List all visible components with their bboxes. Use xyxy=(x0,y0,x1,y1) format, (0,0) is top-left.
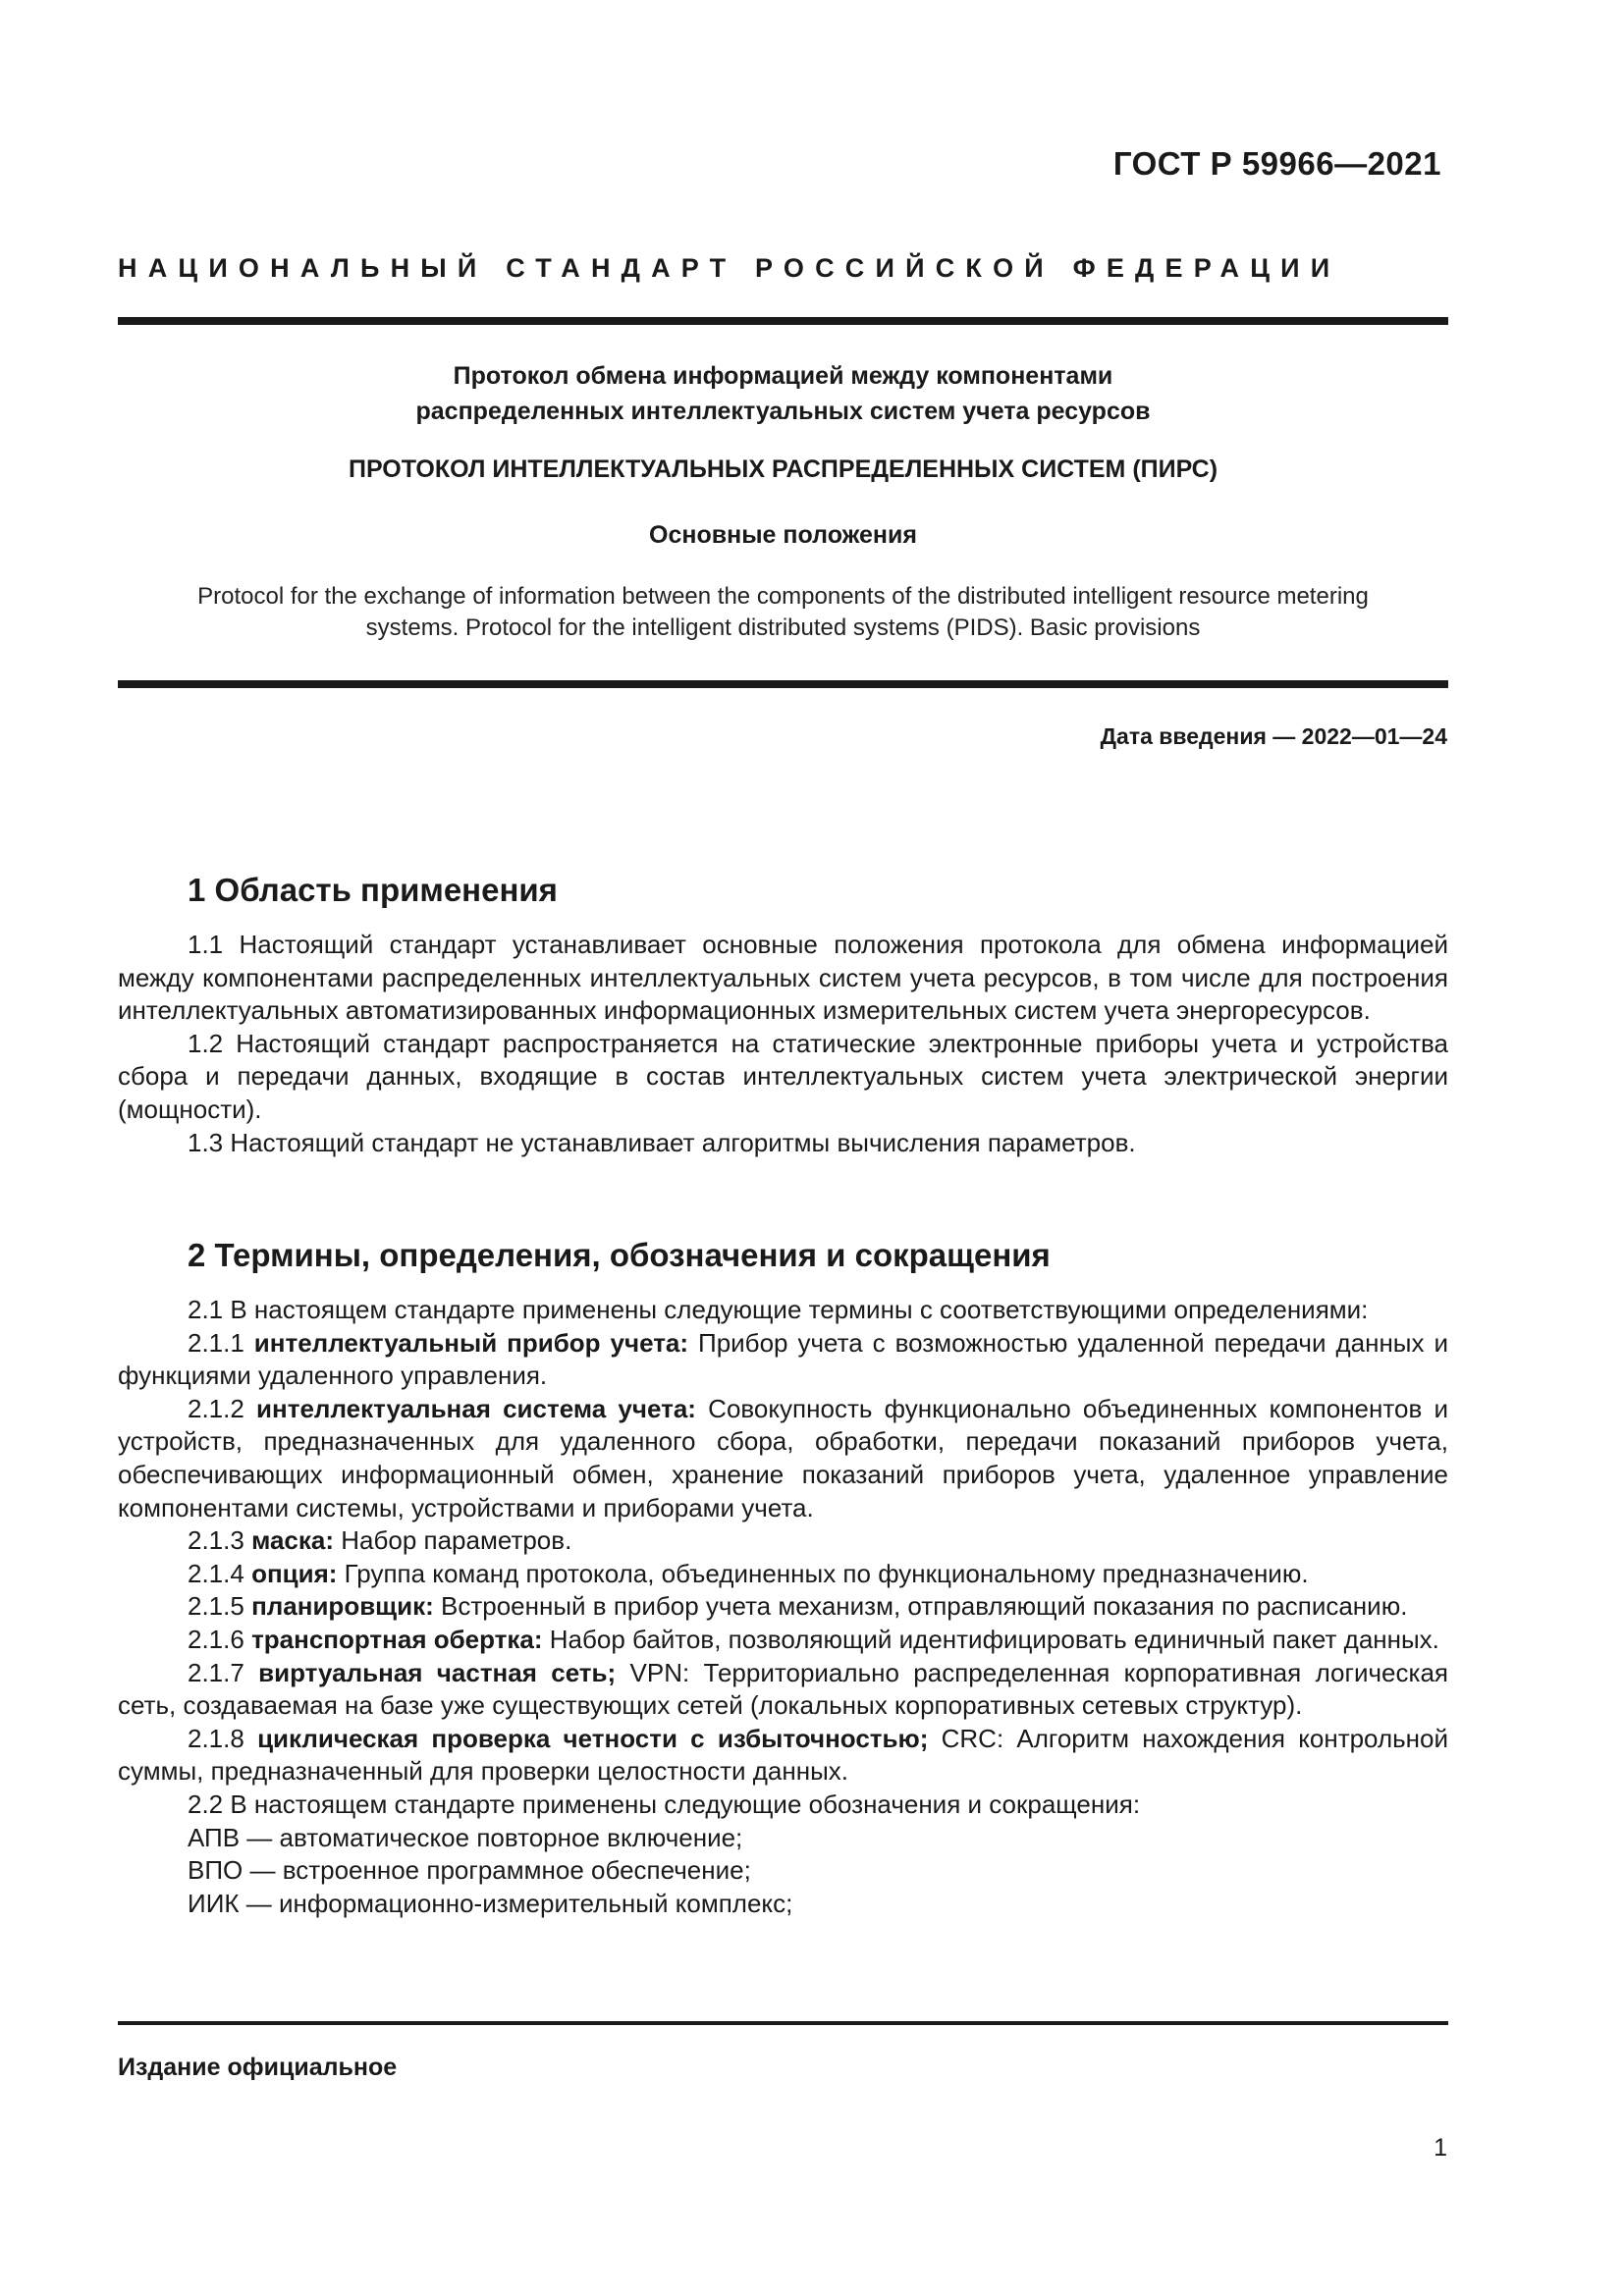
abbreviation-item: АПВ — автоматическое повторное включение; xyxy=(188,1822,743,1852)
term-name: циклическая проверка четности с избыточностью; xyxy=(257,1723,929,1753)
document-title-en xyxy=(118,581,1448,644)
term-2-1-4: 2.1.4 опция: Группа команд протокола, объединенных по функциональному предназначению. xyxy=(188,1558,1309,1588)
header-rule xyxy=(118,317,1448,325)
term-2-1-8: 2.1.8 циклическая проверка четности с избыточностью; CRC: Алгоритм нахождения контрольной суммы, предназначенный для проверки целостности данных. xyxy=(118,1723,1449,1787)
term-name: опция: xyxy=(251,1558,338,1588)
term-2-1-1: 2.1.1 интеллектуальный прибор учета: Прибор учета с возможностью удаленной передачи данных и функциями удаленного управления. xyxy=(118,1327,1448,1391)
term-name: транспортная обертка: xyxy=(251,1624,543,1654)
page-number: 1 xyxy=(1434,2134,1447,2162)
gost-code: ГОСТ Р 59966—2021 xyxy=(1112,145,1441,182)
term-2-1-6: 2.1.6 транспортная обертка: Набор байтов, позволяющий идентифицировать единичный пакет данных. xyxy=(188,1624,1439,1654)
term-name: интеллектуальная система учета: xyxy=(256,1393,696,1423)
title-ru-line2: распределенных интеллектуальных систем учета ресурсов xyxy=(415,398,1151,425)
term-2-1-7: 2.1.7 виртуальная частная сеть; VPN: Территориально распределенная корпоративная логическая сеть, создаваемая на базе уже существующих сетей (локальных корпоративных сетевых структур). xyxy=(118,1657,1448,1721)
introduction-date: Дата введения — 2022—01—24 xyxy=(1100,723,1447,749)
paragraph-1-2: 1.2 Настоящий стандарт распространяется на статические электронные приборы учета и устройства сбора и передачи данных, входящие в состав интеллектуальных систем учета электрической энергии (мощности). xyxy=(118,1028,1448,1124)
title-rule xyxy=(118,680,1448,688)
section-1-body xyxy=(118,929,1448,1159)
footer-rule xyxy=(118,2021,1448,2025)
term-name: планировщик: xyxy=(251,1591,434,1622)
term-2-1-5: 2.1.5 планировщик: Встроенный в прибор учета механизм, отправляющий показания по расписанию. xyxy=(188,1591,1408,1622)
title-en-line2: systems. Protocol for the intelligent distributed systems (PIDS). Basic provisions xyxy=(365,614,1201,641)
paragraph-2-1: 2.1 В настоящем стандарте применены следующие термины с соответствующими определениями: xyxy=(188,1295,1369,1324)
term-2-1-3: 2.1.3 маска: Набор параметров. xyxy=(188,1525,572,1556)
section-1-heading: 1 Область применения xyxy=(188,872,558,908)
paragraph-2-2: 2.2 В настоящем стандарте применены следующие обозначения и сокращения: xyxy=(188,1789,1141,1819)
term-name: интеллектуальный прибор учета: xyxy=(253,1327,689,1358)
section-2-body xyxy=(118,1294,1448,1920)
paragraph-1-3: 1.3 Настоящий стандарт не устанавливает алгоритмы вычисления параметров. xyxy=(188,1127,1136,1157)
title-en-line1: Protocol for the exchange of information between the components of the distributed intelligent resource metering xyxy=(197,583,1369,610)
term-name: маска: xyxy=(251,1525,335,1556)
term-2-1-2: 2.1.2 интеллектуальная система учета: Совокупность функционально объединенных компонентов и устройств, предназначенных для удаленного сбора, обработки, передачи показаний приборов учета, обеспечивающих информационный обмен, хранение показаний приборов учета, удаленное управление компонентами системы, устройствами и приборами учета. xyxy=(118,1393,1448,1522)
abbreviation-item: ИИК — информационно-измерительный комплекс; xyxy=(188,1888,793,1918)
document-subtitle: Основные положения xyxy=(649,521,917,549)
paragraph-1-1: 1.1 Настоящий стандарт устанавливает основные положения протокола для обмена информацией между компонентами распределенных интеллектуальных систем учета ресурсов, в том числе для построения интеллектуальных автоматизированных информационных измерительных систем учета энергоресурсов. xyxy=(118,930,1448,1026)
abbreviation-item: ВПО — встроенное программное обеспечение; xyxy=(188,1855,751,1886)
term-name: виртуальная частная сеть; xyxy=(258,1657,617,1687)
official-edition-label: Издание официальное xyxy=(118,2054,398,2081)
title-ru-line1: Протокол обмена информацией между компонентами xyxy=(453,362,1113,390)
section-2-heading: 2 Термины, определения, обозначения и сокращения xyxy=(188,1237,1051,1273)
document-title-ru xyxy=(118,358,1448,429)
national-standard-title: НАЦИОНАЛЬНЫЙ СТАНДАРТ РОССИЙСКОЙ ФЕДЕРАЦИИ xyxy=(118,253,1341,283)
document-title-caps: ПРОТОКОЛ ИНТЕЛЛЕКТУАЛЬНЫХ РАСПРЕДЕЛЕННЫХ СИСТЕМ (ПИРС) xyxy=(348,455,1218,483)
